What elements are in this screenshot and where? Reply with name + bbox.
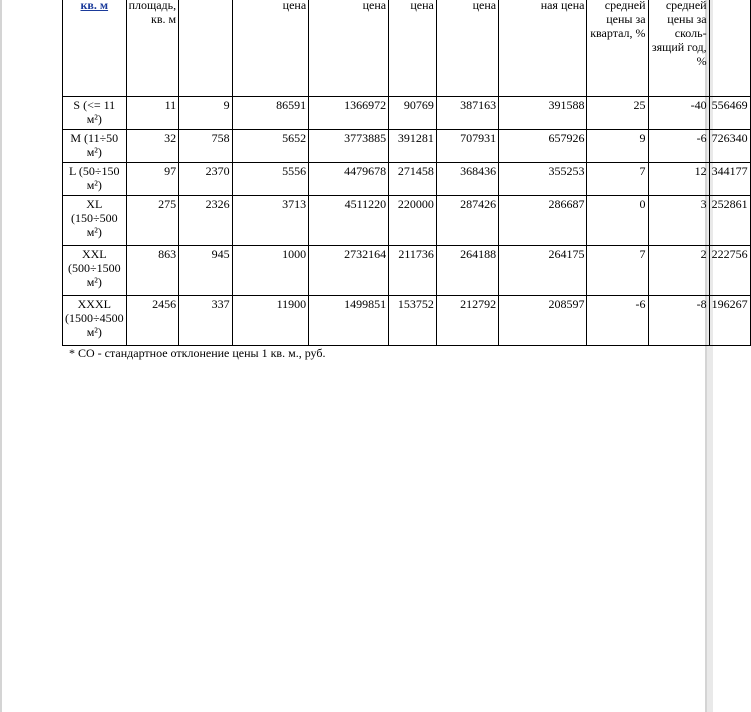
cell-objects: 9 <box>179 97 232 130</box>
page-edge-left <box>0 0 2 712</box>
cell-quarter-change: -6 <box>587 296 648 346</box>
cell-max-price: 4511220 <box>309 196 389 246</box>
cell-quarter-change: 25 <box>587 97 648 130</box>
header-area-link[interactable]: кв. м <box>63 0 127 97</box>
cell-avg-price: 90769 <box>389 97 437 130</box>
cell-quarter-change: 7 <box>587 246 648 296</box>
cell-weighted-price: 286687 <box>499 196 587 246</box>
cell-avg-price: 153752 <box>389 296 437 346</box>
cell-median-price: 212792 <box>436 296 498 346</box>
cell-min-price: 86591 <box>232 97 309 130</box>
cell-year-change: 2 <box>648 246 709 296</box>
table-row <box>63 97 751 130</box>
header-max-price: цена <box>309 0 389 97</box>
row-label: XXL (500÷1500 м²) <box>63 246 127 296</box>
cell-median-price: 387163 <box>436 97 498 130</box>
table-row <box>63 163 751 196</box>
table-row <box>63 246 751 296</box>
header-year-change: средней цены за сколь-зящий год, % <box>648 0 709 97</box>
cell-sd: 556469 <box>709 97 750 130</box>
row-label: XL (150÷500 м²) <box>63 196 127 246</box>
cell-avg-area: 275 <box>126 196 179 246</box>
table-row <box>63 296 751 346</box>
cell-objects: 2370 <box>179 163 232 196</box>
cell-median-price: 368436 <box>436 163 498 196</box>
header-weighted-price: ная цена <box>499 0 587 97</box>
footnote: * СО - стандартное отклонение цены 1 кв. м., руб. <box>69 346 326 360</box>
cell-year-change: 12 <box>648 163 709 196</box>
row-label: S (<= 11 м²) <box>63 97 127 130</box>
cell-min-price: 3713 <box>232 196 309 246</box>
header-objects <box>179 0 232 97</box>
cell-quarter-change: 9 <box>587 130 648 163</box>
cell-max-price: 1366972 <box>309 97 389 130</box>
header-avg-area: площадь, кв. м <box>126 0 179 97</box>
cell-avg-price: 211736 <box>389 246 437 296</box>
cell-median-price: 707931 <box>436 130 498 163</box>
cell-avg-area: 11 <box>126 97 179 130</box>
price-table <box>62 0 751 346</box>
cell-max-price: 1499851 <box>309 296 389 346</box>
cell-avg-area: 32 <box>126 130 179 163</box>
cell-objects: 337 <box>179 296 232 346</box>
header-avg-price: цена <box>389 0 437 97</box>
header-min-price: цена <box>232 0 309 97</box>
cell-min-price: 5652 <box>232 130 309 163</box>
cell-sd: 726340 <box>709 130 750 163</box>
cell-min-price: 5556 <box>232 163 309 196</box>
header-sd <box>709 0 750 97</box>
cell-weighted-price: 208597 <box>499 296 587 346</box>
cell-avg-area: 97 <box>126 163 179 196</box>
cell-quarter-change: 7 <box>587 163 648 196</box>
cell-objects: 2326 <box>179 196 232 246</box>
cell-avg-area: 2456 <box>126 296 179 346</box>
header-median-price: цена <box>436 0 498 97</box>
cell-weighted-price: 355253 <box>499 163 587 196</box>
cell-sd: 222756 <box>709 246 750 296</box>
cell-year-change: -6 <box>648 130 709 163</box>
row-label: M (11÷50 м²) <box>63 130 127 163</box>
cell-median-price: 264188 <box>436 246 498 296</box>
cell-avg-price: 220000 <box>389 196 437 246</box>
cell-weighted-price: 264175 <box>499 246 587 296</box>
cell-min-price: 1000 <box>232 246 309 296</box>
cell-weighted-price: 391588 <box>499 97 587 130</box>
cell-sd: 196267 <box>709 296 750 346</box>
table-row <box>63 130 751 163</box>
cell-max-price: 4479678 <box>309 163 389 196</box>
cell-year-change: -40 <box>648 97 709 130</box>
cell-quarter-change: 0 <box>587 196 648 246</box>
cell-max-price: 3773885 <box>309 130 389 163</box>
cell-avg-price: 271458 <box>389 163 437 196</box>
cell-sd: 344177 <box>709 163 750 196</box>
cell-min-price: 11900 <box>232 296 309 346</box>
table-row <box>63 196 751 246</box>
header-quarter-change: средней цены за квартал, % <box>587 0 648 97</box>
cell-year-change: 3 <box>648 196 709 246</box>
cell-weighted-price: 657926 <box>499 130 587 163</box>
cell-objects: 945 <box>179 246 232 296</box>
row-label: L (50÷150 м²) <box>63 163 127 196</box>
row-label: XXXL (1500÷4500 м²) <box>63 296 127 346</box>
cell-max-price: 2732164 <box>309 246 389 296</box>
cell-sd: 252861 <box>709 196 750 246</box>
cell-year-change: -8 <box>648 296 709 346</box>
cell-objects: 758 <box>179 130 232 163</box>
cell-avg-price: 391281 <box>389 130 437 163</box>
cell-avg-area: 863 <box>126 246 179 296</box>
table-header-row <box>63 0 751 97</box>
cell-median-price: 287426 <box>436 196 498 246</box>
